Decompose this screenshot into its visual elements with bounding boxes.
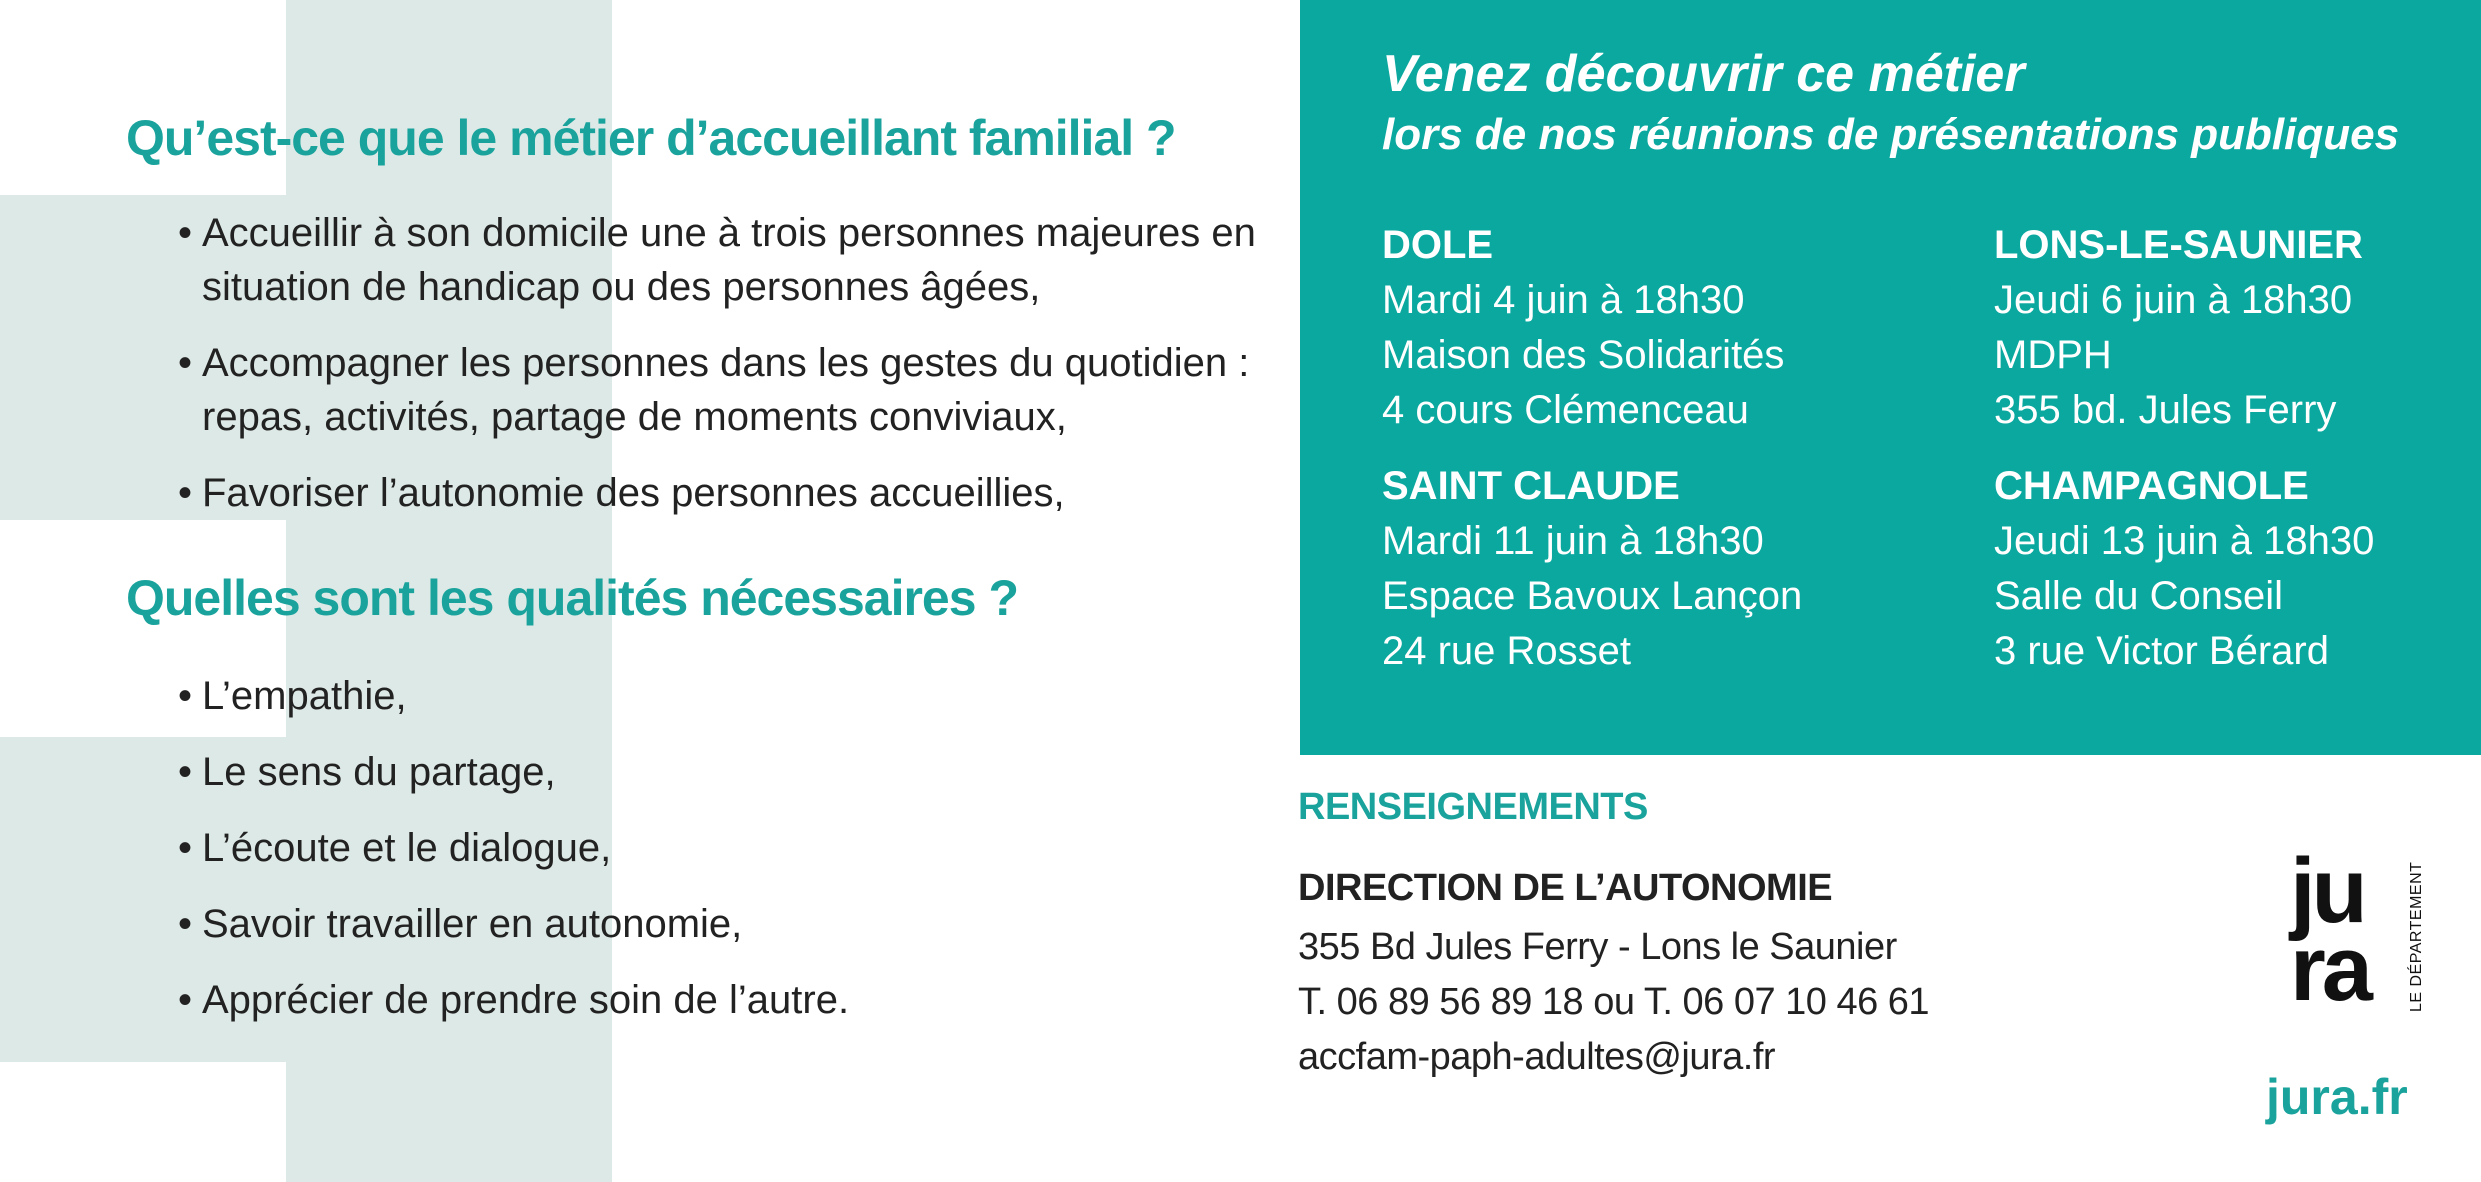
- list-item: • Accueillir à son domicile une à trois personnes majeures en situation de handicap ou des personnes âgées,: [178, 206, 1276, 314]
- panel-title: Venez découvrir ce métier: [1382, 45, 2025, 103]
- contact-address: 355 Bd Jules Ferry - Lons le Saunier: [1298, 926, 1897, 968]
- venue-place: Maison des Solidarités: [1382, 333, 1785, 377]
- venue-dole: [1382, 218, 1784, 438]
- venue-lons-le-saunier: [1994, 218, 2363, 438]
- list-item: • L’empathie,: [178, 669, 1276, 723]
- venue-address: 355 bd. Jules Ferry: [1994, 388, 2337, 432]
- info-column: [126, 110, 1276, 1049]
- list-item: • Savoir travailler en autonomie,: [178, 897, 1276, 951]
- website-link[interactable]: jura.fr: [2266, 1069, 2408, 1125]
- venue-city: DOLE: [1382, 223, 1494, 267]
- qualites-bullet-list: [126, 669, 1276, 1027]
- venue-champagnole: [1994, 459, 2374, 679]
- venue-place: MDPH: [1994, 333, 2112, 377]
- metier-bullet-list: [126, 206, 1276, 520]
- venue-city: SAINT CLAUDE: [1382, 464, 1680, 508]
- logo-line-2: ra: [2290, 918, 2369, 1020]
- contact-heading: RENSEIGNEMENTS: [1298, 786, 1648, 828]
- logo-subtitle: LE DÉPARTEMENT: [2408, 861, 2425, 1012]
- list-item: • Accompagner les personnes dans les gestes du quotidien : repas, activités, partage de moments conviviaux,: [178, 336, 1276, 444]
- contact-organization: DIRECTION DE L’AUTONOMIE: [1298, 867, 1833, 909]
- contact-phones[interactable]: T. 06 89 56 89 18 ou T. 06 07 10 46 61: [1298, 981, 1930, 1023]
- logo-line-1: ju: [2290, 840, 2364, 942]
- jura-logo: [2290, 840, 2430, 1022]
- list-item: • Apprécier de prendre soin de l’autre.: [178, 973, 1276, 1027]
- venue-place: Espace Bavoux Lançon: [1382, 574, 1803, 618]
- contact-email-link[interactable]: accfam-paph-adultes@jura.fr: [1298, 1036, 1776, 1078]
- venue-date: Jeudi 6 juin à 18h30: [1994, 278, 2353, 322]
- section-title-metier: Qu’est-ce que le métier d’accueillant familial ?: [126, 110, 1176, 166]
- venue-place: Salle du Conseil: [1994, 574, 2284, 618]
- jura-logo-word: [2290, 840, 2369, 1020]
- venue-city: CHAMPAGNOLE: [1994, 464, 2309, 508]
- venue-saint-claude: [1382, 459, 1802, 679]
- venue-date: Mardi 4 juin à 18h30: [1382, 278, 1745, 322]
- venue-address: 4 cours Clémenceau: [1382, 388, 1749, 432]
- list-item: • Le sens du partage,: [178, 745, 1276, 799]
- panel-subtitle: lors de nos réunions de présentations publiques: [1382, 110, 2400, 159]
- venue-date: Jeudi 13 juin à 18h30: [1994, 519, 2375, 563]
- venue-date: Mardi 11 juin à 18h30: [1382, 519, 1764, 563]
- list-item: • L’écoute et le dialogue,: [178, 821, 1276, 875]
- venue-address: 24 rue Rosset: [1382, 629, 1632, 673]
- venue-address: 3 rue Victor Bérard: [1994, 629, 2329, 673]
- venue-city: LONS-LE-SAUNIER: [1994, 223, 2363, 267]
- meetings-panel: [1300, 0, 2481, 755]
- list-item: • Favoriser l’autonomie des personnes accueillies,: [178, 466, 1276, 520]
- section-title-qualites: Quelles sont les qualités nécessaires ?: [126, 569, 1018, 626]
- contact-block: [1298, 786, 1998, 1085]
